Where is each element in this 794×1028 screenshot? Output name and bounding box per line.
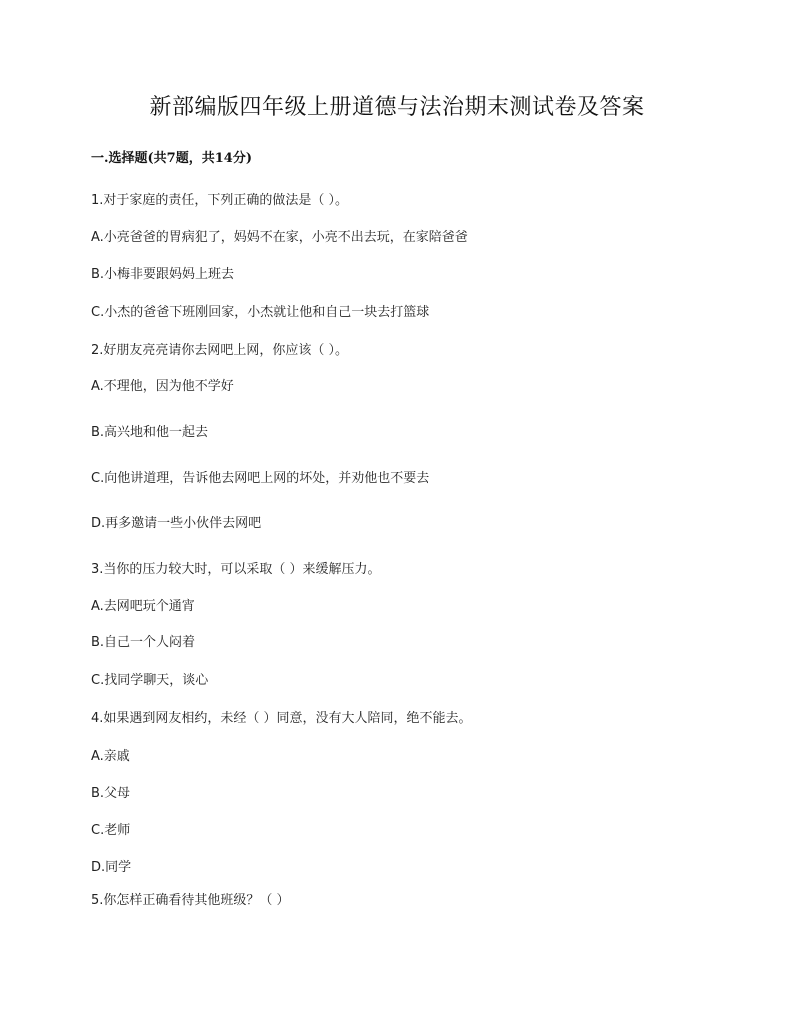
question-3-option-c: C.找同学聊天，谈心 [91,673,209,688]
document-title: 新部编版四年级上册道德与法治期末测试卷及答案 [149,95,645,120]
question-1: 1.对于家庭的责任，下列正确的做法是（ ）。 [91,193,349,208]
question-2: 2.好朋友亮亮请你去网吧上网，你应该（ ）。 [91,343,349,358]
question-1-option-a: A.小亮爸爸的胃病犯了，妈妈不在家，小亮不出去玩，在家陪爸爸 [91,230,468,245]
question-1-option-c: C.小杰的爸爸下班刚回家，小杰就让他和自己一块去打篮球 [91,305,430,320]
question-3: 3.当你的压力较大时，可以采取（ ）来缓解压力。 [91,562,381,577]
question-3-option-b: B.自己一个人闷着 [91,635,196,650]
question-4-option-b: B.父母 [91,786,131,801]
question-4-option-c: C.老师 [91,823,131,838]
question-2-option-d: D.再多邀请一些小伙伴去网吧 [91,516,262,531]
question-2-option-a: A.不理他，因为他不学好 [91,379,234,394]
question-4: 4.如果遇到网友相约，未经（ ）同意，没有大人陪同，绝不能去。 [91,711,472,726]
question-4-option-a: A.亲戚 [91,749,130,764]
question-2-option-b: B.高兴地和他一起去 [91,425,209,440]
question-3-option-a: A.去网吧玩个通宵 [91,599,195,614]
question-4-option-d: D.同学 [91,860,132,875]
question-1-option-b: B.小梅非要跟妈妈上班去 [91,267,235,282]
question-2-option-c: C.向他讲道理，告诉他去网吧上网的坏处，并劝他也不要去 [91,471,430,486]
question-5: 5.你怎样正确看待其他班级？（ ） [91,893,290,908]
section-heading: 一.选择题(共7题，共14分) [91,151,252,166]
